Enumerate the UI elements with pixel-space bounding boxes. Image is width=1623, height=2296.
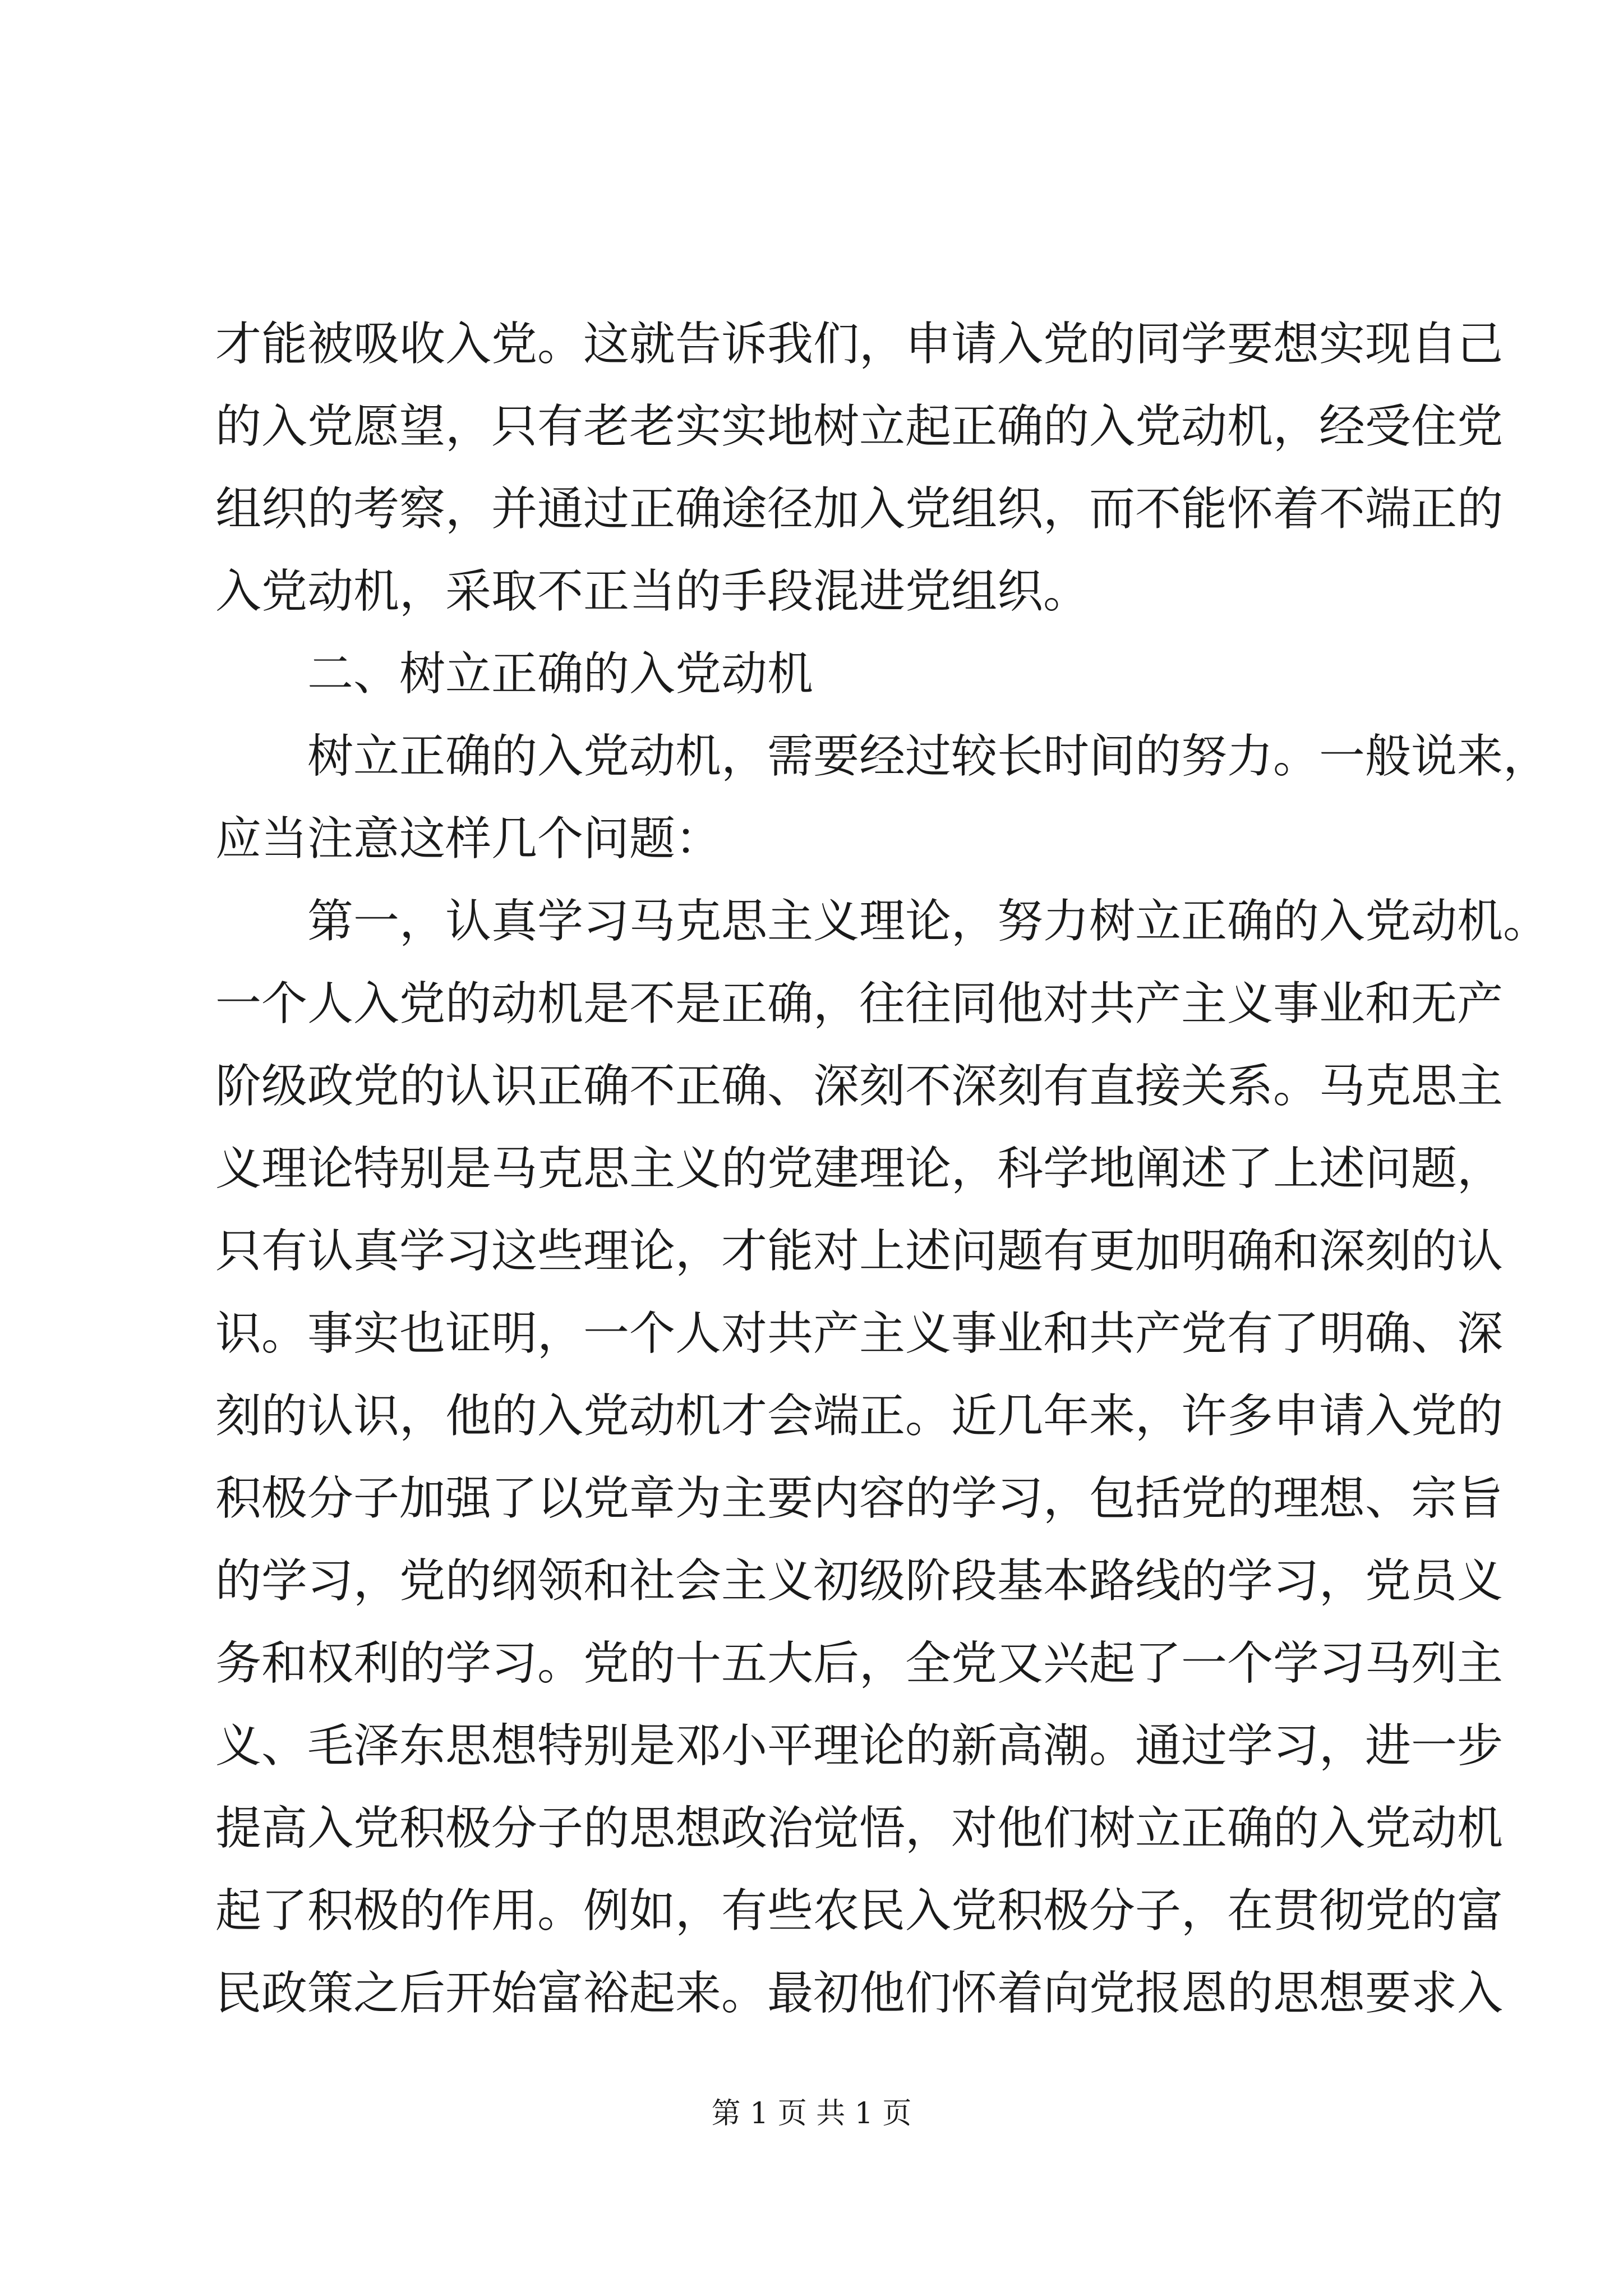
text-line: 的学习，党的纲领和社会主义初级阶段基本路线的学习，党员义: [215, 1554, 1504, 1608]
text-line: 民政策之后开始富裕起来。最初他们怀着向党报恩的思想要求入: [215, 1967, 1504, 2020]
text-line: 组织的考察，并通过正确途径加入党组织，而不能怀着不端正的: [215, 482, 1504, 536]
text-line: 入党动机，采取不正当的手段混进党组织。: [215, 565, 1090, 618]
body-text: [215, 303, 1550, 2035]
text-line: 识。事实也证明，一个人对共产主义事业和共产党有了明确、深: [215, 1307, 1504, 1360]
text-line: 第一，认真学习马克思主义理论，努力树立正确的入党动机。: [307, 895, 1550, 948]
text-line: 务和权利的学习。党的十五大后，全党又兴起了一个学习马列主: [215, 1637, 1504, 1690]
text-line: 义理论特别是马克思主义的党建理论，科学地阐述了上述问题，: [215, 1142, 1504, 1195]
text-line: 刻的认识，他的入党动机才会端正。近几年来，许多申请入党的: [215, 1389, 1504, 1443]
text-line: 一个人入党的动机是不是正确，往往同他对共产主义事业和无产: [215, 977, 1504, 1030]
section-heading: 二、树立正确的入党动机: [307, 647, 814, 701]
text-line: 树立正确的入党动机，需要经过较长时间的努力。一般说来，: [307, 730, 1550, 783]
text-line: 起了积极的作用。例如，有些农民入党积极分子，在贯彻党的富: [215, 1884, 1504, 1938]
text-line: 的入党愿望，只有老老实实地树立起正确的入党动机，经受住党: [215, 400, 1504, 453]
text-line: 阶级政党的认识正确不正确、深刻不深刻有直接关系。马克思主: [215, 1060, 1504, 1113]
text-line: 提高入党积极分子的思想政治觉悟，对他们树立正确的入党动机: [215, 1802, 1504, 1855]
text-line: 义、毛泽东思想特别是邓小平理论的新高潮。通过学习，进一步: [215, 1719, 1504, 1773]
text-line: 应当注意这样几个问题：: [215, 812, 722, 866]
text-line: 才能被吸收入党。这就告诉我们，申请入党的同学要想实现自己: [215, 318, 1504, 371]
page-footer: 第 1 页 共 1 页: [711, 2097, 912, 2131]
text-line: 积极分子加强了以党章为主要内容的学习，包括党的理想、宗旨: [215, 1472, 1504, 1525]
text-line: 只有认真学习这些理论，才能对上述问题有更加明确和深刻的认: [215, 1225, 1504, 1278]
